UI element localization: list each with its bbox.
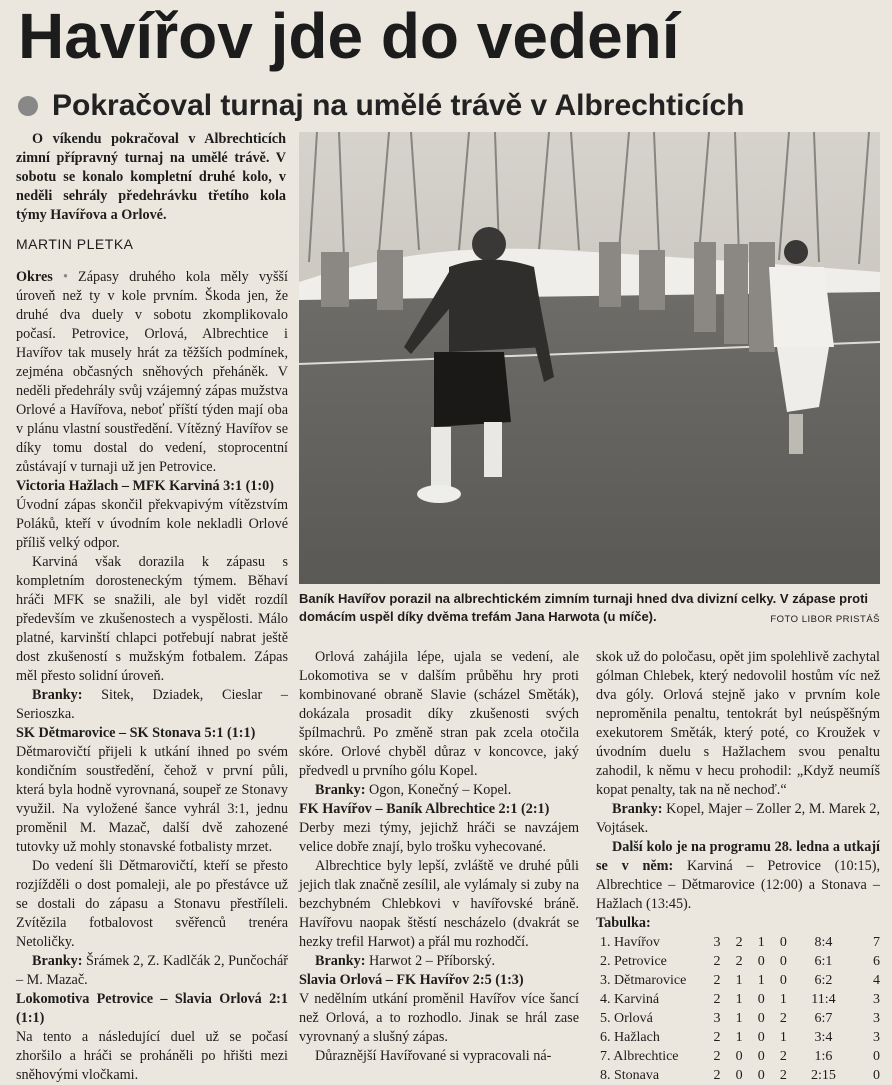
goals-label: Branky: bbox=[32, 687, 83, 703]
table-row bbox=[600, 990, 880, 1009]
table-cell: 8:4 bbox=[814, 935, 833, 950]
paragraph: skok už do poločasu, opět jim spolehlivě zachytal gólman Chlebek, který nedovolil hostům víc než dva góly. Orlová stejně jako v prvním kole neproměnila penaltu, tentokrát byl neúspěšným exekutorem Směták, který poté, co Kroužek v úvodním duelu s Hažlachem svou penaltu zahodil, k němu v hecu prohodil: „Když neumíš kopat penalty, tak na ně nechoď.“ bbox=[596, 649, 880, 798]
table-cell: 2:15 bbox=[811, 1068, 836, 1083]
goals-label: Branky: bbox=[32, 953, 83, 969]
goals-label: Branky: bbox=[315, 953, 366, 969]
table-cell: 3 bbox=[873, 1011, 880, 1026]
photo-credit: FOTO LIBOR PRISTÁŠ bbox=[770, 614, 880, 625]
subheadline: Pokračoval turnaj na umělé trávě v Albrechticích bbox=[52, 89, 745, 122]
table-row bbox=[600, 1028, 880, 1047]
paragraph: Do vedení šli Dětmarovičtí, kteří se přesto rozjížděli o dost pomaleji, ale po přestávce už se dostali do zápasu a Stonavu přestříleli. Zvítězila fotbalovost svěřenců trenéra Netoličky. bbox=[16, 858, 288, 950]
paragraph bbox=[16, 268, 288, 477]
subheadline-row bbox=[18, 86, 745, 126]
table-cell: 6:2 bbox=[814, 973, 833, 988]
table-cell: 0 bbox=[779, 935, 787, 950]
table-cell: 6 bbox=[873, 954, 880, 969]
match-heading: Lokomotiva Petrovice – Slavia Orlová 2:1 (1:1) bbox=[16, 991, 288, 1026]
table-cell: 0 bbox=[757, 1049, 765, 1064]
table-cell: 3 bbox=[713, 935, 721, 950]
paragraph: Dětmarovičtí přijeli k utkání ihned po svém kondičním soustředění, čehož v první půli, která byla hodně vyrovnaná, soupeř ze Stonavy využil. Na vyložené šance vyhrál 3:1, jednu proměnil M. Mazač, další dvě zahozené tutovky už mohly stonavské fotbalisty mrzet. bbox=[16, 744, 288, 855]
dateline-dot-icon: • bbox=[62, 269, 68, 285]
table-cell: 2 bbox=[713, 1030, 721, 1045]
table-cell: 2 bbox=[713, 954, 721, 969]
match-heading: Slavia Orlová – FK Havířov 2:5 (1:3) bbox=[299, 972, 524, 988]
table-cell: 1:6 bbox=[814, 1049, 833, 1064]
table-cell: 2 bbox=[713, 1068, 721, 1083]
goals-text: Šrámek 2, Z. Kadlčák 2, Punčochář – M. Mazač. bbox=[16, 953, 288, 988]
table-cell: 2. Petrovice bbox=[600, 954, 667, 969]
next-round-text: Karviná – Petrovice (10:15), Albrechtice – Dětmarovice (12:00) a Stonava – Hažlach (13:45). bbox=[596, 858, 880, 912]
goals-label: Branky: bbox=[612, 801, 663, 817]
goals-line bbox=[299, 952, 579, 971]
photo-caption: Baník Havířov porazil na albrechtickém zimním turnaji hned dva divizní celky. V zápase proti domácím uspěl díky dvěma trefám Jana Harwota (u míče). bbox=[299, 591, 869, 624]
table-cell: 1 bbox=[757, 935, 765, 950]
lead-paragraph: O víkendu pokračoval v Albrechticích zimní přípravný turnaj na umělé trávě. V sobotu se konalo kompletní druhé kolo, v neděli sehrály předehrávku třetího kola týmy Havířova a Orlové. bbox=[16, 131, 286, 223]
article-column-3 bbox=[596, 648, 880, 1085]
table-cell: 1 bbox=[735, 973, 743, 988]
goals-text: Ogon, Konečný – Kopel. bbox=[369, 782, 512, 798]
paragraph: Úvodní zápas skončil překvapivým vítězstvím Poláků, kteří v úvodním kole nekladli Orlové příliš velký odpor. bbox=[16, 497, 288, 551]
match-heading: SK Dětmarovice – SK Stonava 5:1 (1:1) bbox=[16, 725, 256, 741]
dateline: Okres bbox=[16, 269, 53, 285]
table-cell: 0 bbox=[757, 1030, 765, 1045]
paragraph: Karviná však dorazila k zápasu s kompletním dorosteneckým týmem. Běhaví hráči MFK se snažili, ale byl vidět rozdíl především ve zkušenostech a vyspělosti. Málo platné, karvinští chlapci potřebují nabrat ještě dost zkušeností s mužským fotbalem. Zápas měl přesto solidní úroveň. bbox=[16, 554, 288, 684]
table-cell: 3:4 bbox=[814, 1030, 833, 1045]
table-row bbox=[600, 952, 880, 971]
bullet-icon bbox=[18, 96, 38, 116]
article-column-1 bbox=[16, 268, 288, 1085]
table-cell: 0 bbox=[735, 1068, 743, 1083]
paragraph: Na tento a následující duel už se počasí zhoršilo a hráči se proháněli po hřišti mezi sněhovými vločkami. bbox=[16, 1029, 288, 1083]
table-cell: 2 bbox=[779, 1011, 787, 1026]
table-cell: 1 bbox=[779, 992, 787, 1007]
table-cell: 1 bbox=[735, 1011, 743, 1026]
headline: Havířov jde do vedení bbox=[18, 0, 680, 72]
goals-line bbox=[596, 800, 880, 838]
table-cell: 2 bbox=[735, 935, 743, 950]
table-cell: 4 bbox=[873, 973, 880, 988]
table-cell: 1. Havířov bbox=[600, 935, 660, 950]
goals-line bbox=[16, 686, 288, 724]
table-cell: 2 bbox=[713, 992, 721, 1007]
table-title: Tabulka: bbox=[596, 915, 651, 931]
table-row bbox=[600, 1047, 880, 1066]
table-row bbox=[600, 971, 880, 990]
table-cell: 0 bbox=[873, 1049, 880, 1064]
table-cell: 4. Karviná bbox=[600, 992, 660, 1007]
byline: MARTIN PLETKA bbox=[16, 236, 134, 252]
table-cell: 6:7 bbox=[814, 1011, 833, 1026]
table-cell: 3 bbox=[873, 1030, 880, 1045]
table-cell: 0 bbox=[757, 992, 765, 1007]
table-cell: 2 bbox=[779, 1068, 787, 1083]
goals-text: Harwot 2 – Příborský. bbox=[369, 953, 496, 969]
table-cell: 0 bbox=[735, 1049, 743, 1064]
table-cell: 3 bbox=[713, 1011, 721, 1026]
table-cell: 3. Dětmarovice bbox=[600, 973, 687, 988]
paragraph: Derby mezi týmy, jejichž hráči se navzájem velice dobře znají, bylo trošku vyhecované. bbox=[299, 820, 579, 855]
table-cell: 1 bbox=[757, 973, 765, 988]
table-cell: 5. Orlová bbox=[600, 1011, 653, 1026]
paragraph: V nedělním utkání proměnil Havířov více šancí než Orlová, a to rozhodlo. Jinak se hrál zase vyrovnaný a slušný zápas. bbox=[299, 991, 579, 1045]
table-cell: 2 bbox=[713, 973, 721, 988]
table-cell: 6. Hažlach bbox=[600, 1030, 660, 1045]
table-cell: 1 bbox=[779, 1030, 787, 1045]
table-cell: 8. Stonava bbox=[600, 1068, 660, 1083]
match-heading: Victoria Hažlach – MFK Karviná 3:1 (1:0) bbox=[16, 478, 274, 494]
table-cell: 7 bbox=[873, 935, 880, 950]
table-cell: 0 bbox=[757, 1068, 765, 1083]
standings-table bbox=[600, 933, 880, 1085]
table-cell: 3 bbox=[873, 992, 880, 1007]
table-row bbox=[600, 933, 880, 952]
table-row bbox=[600, 1009, 880, 1028]
table-cell: 0 bbox=[757, 1011, 765, 1026]
goals-text: Kopel, Majer – Zoller 2, M. Marek 2, Vojtásek. bbox=[596, 801, 880, 836]
paragraph: Orlová zahájila lépe, ujala se vedení, ale Lokomotiva se v dalším průběhu hry proti kombinované obraně Slavie (scházel Směták), dokázala prosadit díky zkušenosti svých špílmachrů. Po změně stran pak zcela otočila skóre. Orlové chyběl důraz v koncovce, jaký předvedl u prvního gólu Kopel. bbox=[299, 649, 579, 779]
goals-label: Branky: bbox=[315, 782, 366, 798]
table-cell: 2 bbox=[779, 1049, 787, 1064]
next-round-label: Další kolo je na programu 28. ledna a utkají se v něm: bbox=[596, 839, 880, 874]
table-row bbox=[600, 1066, 880, 1085]
match-heading: FK Havířov – Baník Albrechtice 2:1 (2:1) bbox=[299, 801, 550, 817]
table-cell: 0 bbox=[779, 973, 787, 988]
table-cell: 0 bbox=[779, 954, 787, 969]
goals-line bbox=[16, 952, 288, 990]
article-column-2 bbox=[299, 648, 579, 1066]
table-cell: 1 bbox=[735, 992, 743, 1007]
match-photo bbox=[299, 132, 880, 584]
paragraph-text: Zápasy druhého kola měly vyšší úroveň než ty v kole prvním. Škoda jen, že druhé dva duely v sobotu zkomplikovalo počasí. Petrovice, Orlová, Albrechtice i Havířov tak musely hrát za těžších podmínek, zejména občasných sněhových přeháněk. V neděli předehrály svůj vzájemný zápas mužstva Orlové a Havířova, neboť příští týden mají oba v plánu vlastní soustředění. Vítězný Havířov se díky tomu dostal do vedení, stoprocentní zůstávají v turnaji už jen Petrovice. bbox=[16, 269, 289, 475]
table-cell: 2 bbox=[735, 954, 743, 969]
table-cell: 6:1 bbox=[814, 954, 833, 969]
table-cell: 0 bbox=[757, 954, 765, 969]
goals-text: Sitek, Dziadek, Cieslar – Serioszka. bbox=[16, 687, 288, 722]
table-cell: 11:4 bbox=[811, 992, 836, 1007]
next-round bbox=[596, 838, 880, 914]
table-cell: 2 bbox=[713, 1049, 721, 1064]
table-cell: 1 bbox=[735, 1030, 743, 1045]
table-cell: 0 bbox=[873, 1068, 880, 1083]
goals-line bbox=[299, 781, 579, 800]
table-cell: 7. Albrechtice bbox=[600, 1049, 679, 1064]
paragraph: Důraznější Havířované si vypracovali ná- bbox=[315, 1048, 552, 1064]
paragraph: Albrechtice byly lepší, zvláště ve druhé půli jejich tlak značně zesílil, ale vylámaly si zuby na bezchybném Chlebkovi v havířovské bráně. Havířovu naopak štěstí nescházelo (dvakrát se hezky trefil Harwot) a přál mu rozhodčí. bbox=[299, 858, 579, 950]
